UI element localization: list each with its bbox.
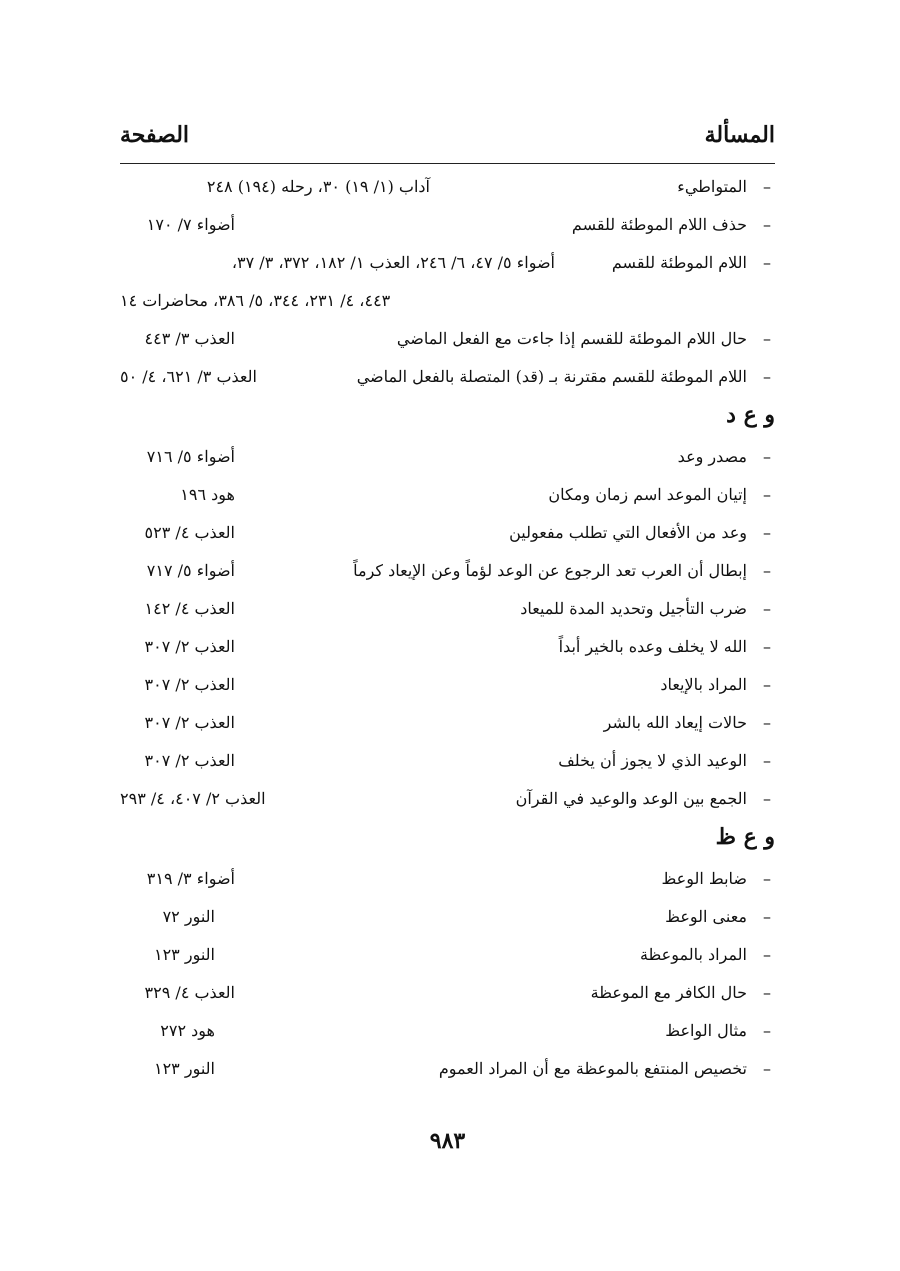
entry-dash: – bbox=[763, 215, 771, 234]
entry-reference: العذب ٢/ ٣٠٧ bbox=[144, 713, 235, 732]
index-entry bbox=[120, 1052, 775, 1086]
index-entry bbox=[120, 938, 775, 972]
entry-reference: العذب ٣/ ٦٢١، ٤/ ٥٠ bbox=[120, 367, 257, 386]
entry-reference-continued: ٤٤٣، ٤/ ٢٣١، ٣٤٤، ٥/ ٣٨٦، محاضرات ١٤ bbox=[120, 291, 391, 310]
entry-dash: – bbox=[763, 523, 771, 542]
entry-topic: المراد بالموعظة bbox=[639, 945, 747, 964]
entry-dash: – bbox=[763, 637, 771, 656]
entry-topic: حذف اللام الموطئة للقسم bbox=[571, 215, 747, 234]
entry-topic: ضرب التأجيل وتحديد المدة للميعاد bbox=[520, 599, 747, 618]
index-entry bbox=[120, 862, 775, 896]
entry-topic: الجمع بين الوعد والوعيد في القرآن bbox=[515, 789, 747, 808]
entry-reference: أضواء ٣/ ٣١٩ bbox=[146, 869, 235, 888]
entry-reference: النور ١٢٣ bbox=[153, 945, 215, 964]
entry-reference: العذب ٢/ ٣٠٧ bbox=[144, 637, 235, 656]
entry-dash: – bbox=[763, 751, 771, 770]
header-divider bbox=[120, 163, 775, 164]
entry-dash: – bbox=[763, 253, 771, 272]
entry-dash: – bbox=[763, 675, 771, 694]
entry-dash: – bbox=[763, 907, 771, 926]
index-entry bbox=[120, 322, 775, 356]
entry-reference: العذب ٤/ ٥٢٣ bbox=[144, 523, 235, 542]
table-header bbox=[120, 122, 775, 160]
entry-topic: تخصيص المنتفع بالموعظة مع أن المراد العموم bbox=[438, 1059, 747, 1078]
index-entry bbox=[120, 706, 775, 740]
entry-dash: – bbox=[763, 983, 771, 1002]
entry-topic: حالات إيعاد الله بالشر bbox=[603, 713, 747, 732]
entry-dash: – bbox=[763, 329, 771, 348]
entry-topic: حال الكافر مع الموعظة bbox=[590, 983, 747, 1002]
entry-reference: أضواء ٥/ ٧١٧ bbox=[146, 561, 235, 580]
entry-reference: العذب ٢/ ٣٠٧ bbox=[144, 675, 235, 694]
entry-topic: مثال الواعظ bbox=[665, 1021, 747, 1040]
entry-reference: أضواء ٥/ ٧١٦ bbox=[146, 447, 235, 466]
entry-reference: النور ١٢٣ bbox=[153, 1059, 215, 1078]
entry-dash: – bbox=[763, 447, 771, 466]
index-entry bbox=[120, 976, 775, 1010]
entry-reference: العذب ٤/ ٣٢٩ bbox=[144, 983, 235, 1002]
entry-topic: المتواطيء bbox=[677, 177, 747, 196]
index-entry bbox=[120, 170, 775, 204]
index-entry bbox=[120, 246, 775, 280]
index-page bbox=[120, 0, 775, 1271]
entry-dash: – bbox=[763, 1059, 771, 1078]
section-heading-wad: و ع د bbox=[726, 402, 775, 428]
entry-topic: معنى الوعظ bbox=[665, 907, 747, 926]
index-entry bbox=[120, 516, 775, 550]
entry-topic: إتيان الموعد اسم زمان ومكان bbox=[548, 485, 747, 504]
entry-dash: – bbox=[763, 367, 771, 386]
section-heading-waz: و ع ظ bbox=[715, 824, 775, 850]
page-column-heading: الصفحة bbox=[120, 122, 190, 148]
entry-reference: هود ٢٧٢ bbox=[160, 1021, 215, 1040]
entry-dash: – bbox=[763, 789, 771, 808]
entry-dash: – bbox=[763, 1021, 771, 1040]
entry-dash: – bbox=[763, 177, 771, 196]
entry-reference: هود ١٩٦ bbox=[180, 485, 235, 504]
index-entry bbox=[120, 478, 775, 512]
entry-reference: العذب ٤/ ١٤٢ bbox=[144, 599, 235, 618]
index-entry bbox=[120, 630, 775, 664]
index-entry bbox=[120, 900, 775, 934]
index-entry bbox=[120, 440, 775, 474]
entry-dash: – bbox=[763, 561, 771, 580]
entry-topic: اللام الموطئة للقسم مقترنة بـ (قد) المتصلة بالفعل الماضي bbox=[356, 367, 747, 386]
entry-reference: أضواء ٧/ ١٧٠ bbox=[146, 215, 235, 234]
entry-topic: إبطال أن العرب تعد الرجوع عن الوعد لؤماً وعن الإيعاد كرماً bbox=[353, 561, 747, 580]
entry-topic: المراد بالإيعاد bbox=[660, 675, 747, 694]
issue-column-heading: المسألة bbox=[704, 122, 775, 148]
entry-topic: اللام الموطئة للقسم bbox=[611, 253, 747, 272]
entry-dash: – bbox=[763, 599, 771, 618]
index-entry bbox=[120, 668, 775, 702]
entry-dash: – bbox=[763, 485, 771, 504]
entry-topic: حال اللام الموطئة للقسم إذا جاءت مع الفعل الماضي bbox=[396, 329, 747, 348]
entry-dash: – bbox=[763, 945, 771, 964]
index-entry bbox=[120, 782, 775, 816]
entry-dash: – bbox=[763, 713, 771, 732]
entry-topic: ضابط الوعظ bbox=[661, 869, 747, 888]
entry-reference: العذب ٢/ ٤٠٧، ٤/ ٢٩٣ bbox=[120, 789, 266, 808]
index-entry-continuation bbox=[120, 284, 775, 318]
entry-topic: الوعيد الذي لا يجوز أن يخلف bbox=[558, 751, 747, 770]
index-entry bbox=[120, 360, 775, 394]
index-entry bbox=[120, 208, 775, 242]
page-number: ٩٨٣ bbox=[429, 1128, 466, 1154]
index-entry bbox=[120, 1014, 775, 1048]
entry-dash: – bbox=[763, 869, 771, 888]
entry-topic: مصدر وعد bbox=[677, 447, 747, 466]
entry-reference: العذب ٢/ ٣٠٧ bbox=[144, 751, 235, 770]
entry-reference: أضواء ٥/ ٤٧، ٦/ ٢٤٦، العذب ١/ ١٨٢، ٣٧٢، ٣/ ٣٧، bbox=[231, 253, 555, 272]
index-entry bbox=[120, 744, 775, 778]
entry-topic: الله لا يخلف وعده بالخير أبداً bbox=[558, 637, 747, 656]
entry-reference: النور ٧٢ bbox=[162, 907, 215, 926]
index-entry bbox=[120, 554, 775, 588]
entry-reference: العذب ٣/ ٤٤٣ bbox=[144, 329, 235, 348]
index-entry bbox=[120, 592, 775, 626]
entry-topic: وعد من الأفعال التي تطلب مفعولين bbox=[509, 523, 747, 542]
entry-reference: آداب (١/ ١٩) ٣٠، رحله (١٩٤) ٢٤٨ bbox=[206, 177, 430, 196]
